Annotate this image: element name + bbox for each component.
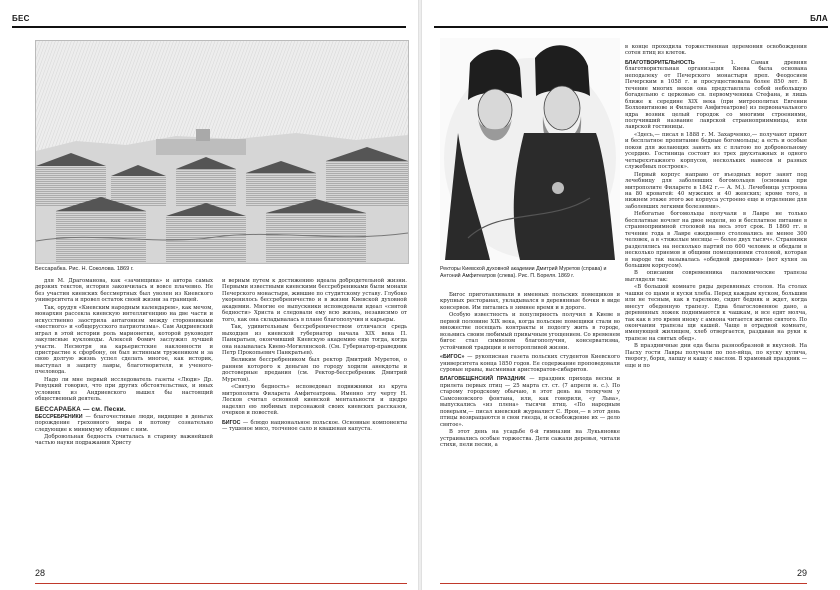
paragraph: Так, орудуя «Киевским народным календарем», как мечом, монархия рассекла киевскую интеллигенцию на две части и искусственно заострила антагонизм между сторонниками «местного» и «общерусского патриотизма». Сам Андриевский играл в этой истории роль марионетки, которой руководят закулисные кукловоды. Алексей Фомич заслужил лучшей участи. Несмотря на карьеристские наклонности и пристрастие к сфорбону, он был истинным тружеником и за свою долгую жизнь успел сделать многое, как историк, выступал в защиту лавры, благотворителя, и ученого-пчеловода.: [35, 304, 213, 376]
entry-heading-bessrebreniki: БЕССРЕБРЕНИКИ: [35, 413, 83, 420]
footer-rule-right: [440, 583, 807, 584]
paragraph: Великим бессребреником был ректор Дмитрий Муретов, о раннем которого к деньгам по городу ходили анекдоты и достоверные предания (см. Ректор-бессребреник Дмитрий Муретов).: [222, 357, 407, 383]
paragraph: [440, 376, 620, 428]
paragraph: «В большой комнате ряды деревянных столов. На столах чашки со щами и куски хлеба. Перед каждым куском, большим или не тесным, как в тарелкою, сидит бедняк и ждет, когда внесут обеденную трапезу. Едва благословенное дано, а деревянных ложек поднимаются к чашкам, и все едят молча, так как в это время иноку с амвона читается житие святого. По окончании трапезы щи кашей. Чаще в отрадной комнате, именующей жилищем, хлеб отвергается, раздавая на руки к трапезе на святых обед».: [625, 284, 807, 342]
right-column-1: [440, 292, 620, 570]
left-page: [0, 0, 418, 590]
paragraph: [625, 60, 807, 131]
entry-text: — рукописная газета польских студентов Киевского университета конца 1850 годов. Ее содержание проповедовали суровые нравы, высмеивая аристократов-сибаритов.: [440, 354, 620, 373]
entry-text: — праздник прихода весны и прилета первых птиц — 25 марта ст. ст. (7 апреля н. с.). По старому городскому обычаю, в этот день на толкучем у Самсоновского фонтана, или, как говорили, «у Льва», выпускались «из плена» тысячи птиц. «По народным поверьям,— писал киевский журналист С. Ярон,— в этот день птицы возвращаются в свои гнезда, и освобождение их — дело святое».: [440, 376, 620, 428]
left-column-2: [222, 278, 407, 570]
paragraph: в конце проходила торжественная церемония освобождения сотен птиц из клеток.: [625, 44, 807, 57]
right-page: [422, 0, 840, 590]
rectors-portrait-engraving: [440, 38, 620, 260]
entry-text: — 1. Самая древняя благотворительная организация Киева была основана неподалеку от Печерского монастыря преп. Феодосием Печерским в 1058 г. и просуществовала более 850 лет. В течение многих веков она представляла собой небольшую богадельню с церковью св. первомученика Стефана, и лишь ближе к середине XIX века (при митрополитах Евгении Болховитинове и Филарете Амфитеатрове) из первоначального ядра возник целый городок со многими строениями, получивший название лаврской странноприимницы, или лаврской гостиницы.: [625, 59, 807, 131]
figure-caption-left: Бессарабка. Рис. Н. Соколова. 1869 г.: [35, 266, 134, 272]
running-head-right: БЛА: [810, 14, 828, 23]
page-number-left: 28: [35, 568, 46, 578]
entry-text: — благочестивые люди, видящие в деньгах порождение греховного мира и потому сознательно следующие к минимуму общение с ним.: [35, 413, 213, 433]
entry-heading-blagoveshchensky: БЛАГОВЕЩЕНСКИЙ ПРАЗДНИК: [440, 376, 526, 383]
entry-heading-bessarabka: БЕССАРАБКА — см. Пески.: [35, 405, 126, 413]
paragraph: Добровольная бедность считалась в старину важнейшей частью науки подражания Христу: [35, 433, 213, 447]
paragraph: Небогатые богомольцы получали в Лавре не только бесплатные ночлег на двое недели, но и бесплатное питание в странноприимной столовой на весь этот срок. В 1860 гг. в течение года в Лавре ежедневно столовались не менее 300 человек, а в «тяжелые месяцы — более двух тысяч». Странники разделялись на несколько партий по 600 человек и обедали в несколько приемов и общими помещениями столовой, которая в народе так называлась «обедной дворянки» (вот кухня за большим корпусом).: [625, 211, 807, 269]
bessarabka-engraving: [35, 40, 409, 264]
figure-caption-right: Ректоры Киевской духовной академии Дмитрий Муретов (справа) и Антоний Амфитеатров (слева). Рис. П. Бореля. 1869 г.: [440, 266, 607, 279]
paragraph: [35, 414, 213, 433]
paragraph: Бигос приготавливали в именных польских помещиков и крупных ресторанах, укладывался в деревянные бочки в виде консервов. Им питались в зимнее время и в дороге.: [440, 292, 620, 311]
header-rule-left: [12, 26, 406, 28]
paragraph: «Святую бедность» исповедовал подвижники из круга митрополита Филарета Амфитеатрова. Именно эту черту Н. Лесков считал основной киевской ментальности и щедро наделял ею любимых персонажей своих киевских рассказов, очерков и повестей.: [222, 384, 407, 417]
paragraph: Особую известность и популярность получил в Киеве в первой половине XIX века, когда польские помещики стали во множестве посещать контракты и подолгу жить в городе, возьмись своим любимый привычным угощением. Со временем бигос стал символом благополучия, консерватизма, устойчивой традиции и неторопливой жизни.: [440, 312, 620, 351]
right-column-2: [625, 44, 807, 570]
footer-rule-left: [35, 583, 407, 584]
paragraph: Надо ли мне первый исследователь газеты «Люди» Др. Ревуцкий говорил, что при других обстоятельствах, и иных условиях из Андриевского вышел бы настоящий общественный деятель.: [35, 376, 213, 403]
paragraph: В этот день на усадьбе 6-й гимназии на Лукьяновке устраивались особые торжества. Дети сажали деревья, читали стихи, пели песни, а: [440, 429, 620, 448]
left-column-1: [35, 278, 213, 570]
entry-heading-bigos: БИГОС: [222, 419, 241, 426]
entry-heading-blagotvoritelnost: БЛАГОТВОРИТЕЛЬНОСТЬ: [625, 59, 695, 66]
running-head-left: БЕС: [12, 14, 30, 23]
paragraph: В описании современника паломнические трапезы выглядели так:: [625, 270, 807, 283]
entry-heading-bigos-paper: «БИГОС»: [440, 354, 465, 361]
paragraph: Так, удивительным бессребреничеством отличался средь выходцев из киевской губернатор начала XIX века П. Панкратьев, окончивший Киевскую академию еще тогда, когда она называлась Киево-Могилянской. (См. Губернатор-праведник Петр Прокопьевич Панкратьев).: [222, 324, 407, 356]
paragraph: [440, 354, 620, 373]
paragraph: В праздничные дни еда была разнообразной и вкусной. На Пасху гости Лавры получали по пол-яйца, по куску кулича, творогу, борщ, лапшу и кашу с маслом. В храмовый праздник — еще и по: [625, 343, 807, 369]
paragraph: Первый корпус направо от въездных ворот занят под лечебницу для заболевших богомольцев (основана при митрополите Филарете в 1842 г.— А. М.). Лечебница устроена на 80 кроватей: 40 мужских и 40 женских; кроме того, в нижнем этаже этого же корпуса устроено еще и отделение для заболевших легкими болезнями».: [625, 171, 807, 210]
entry-text: — блюдо национальное польское. Основные компоненты — тушеное мясо, толченое сало и квашеная капуста.: [222, 419, 407, 432]
paragraph: [222, 420, 407, 433]
paragraph: «Здесь,— писал в 1888 г. М. Захарченко,— получают приют и бесплатное пропитание бедные богомольцы; а есть и особые покои для желающих занять их с платою по добровольному усердию. Гостиница состоит из трех двухэтажных и одного четырехэтажного корпусов, нескольких навесов и разных служебных построек».: [625, 131, 807, 171]
paragraph: для М. Драгоманова, как «зачинщика» и автора самых дерзких текстов, история закончилась и вовсе плачевно. Не без участия киевских бессмертных был уволен из Киевского университета и провел остаток своей жизни за границей.: [35, 278, 213, 304]
paragraph: и верным путем к достижению идеала добродетельной жизни. Первыми известными киевскими бессребрениками были монахи Печерского монастыря, жившие по студитскому уставу. Глубоко укоренилось бессребреничество и в жизни Киевской духовной академии. Многие ее выпускники исповедовали идеал «святой бедности» Христа и следовали ему всю жизнь, независимо от того, как она складывалась в плане благополучия и карьеры.: [222, 278, 407, 323]
page-number-right: 29: [796, 568, 807, 578]
header-rule-right: [434, 26, 828, 28]
